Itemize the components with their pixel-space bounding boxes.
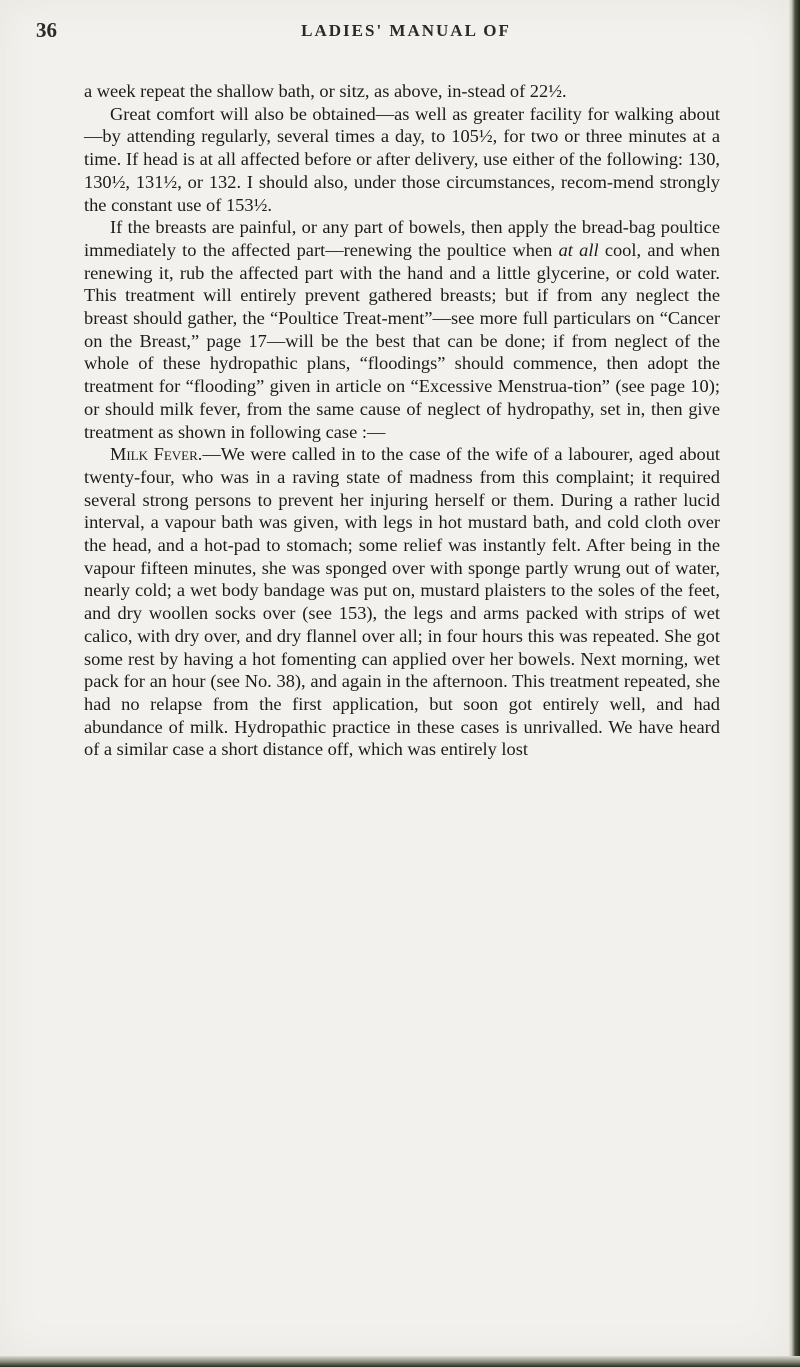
running-title: LADIES' MANUAL OF bbox=[301, 21, 511, 40]
page-header bbox=[36, 18, 776, 58]
paragraph-comfort bbox=[84, 103, 720, 217]
paragraph-text: cool, and when renewing it, rub the affected part with the hand and a little glycerine, or cold water. This treatment will entirely prevent gathered breasts; but if from any neglect the breast should gather, the “Poultice Treat-ment”—see more full particulars on “Cancer on the Breast,” page 17—will be the best that can be done; if from neglect of the whole of these hydropathic plans, “floodings” should commence, then adopt the treatment for “flooding” given in article on “Excessive Menstrua-tion” (see page 10); or should milk fever, from the same cause of neglect of hydropathy, set in, then give treatment as shown in following case :— bbox=[84, 239, 720, 442]
section-heading: Milk Fever. bbox=[110, 444, 203, 465]
page-bottom-edge bbox=[0, 1356, 800, 1367]
paragraph-text: Great comfort will also be obtained—as well as greater facility for walking about—by attending regularly, several times a day, to 105½, for two or three minutes at a time. If head is at all affected before or after delivery, use either of the following: 130, 130½, 131½, or 132. I should also, under those circumstances, recom-mend strongly the constant use of 153½. bbox=[84, 103, 720, 215]
page-number: 36 bbox=[36, 18, 57, 42]
paragraph-milk-fever bbox=[84, 443, 720, 761]
emphasis-text: at all bbox=[558, 239, 599, 260]
book-spine-shadow bbox=[788, 0, 800, 1367]
paragraph-text: If the breasts are painful, or any part of bowels, then apply the bread-bag poultice immediately to the affected part—renewing the poultice when bbox=[84, 217, 720, 260]
paragraph-text: a week repeat the shallow bath, or sitz, as above, in-stead of 22½. bbox=[84, 81, 567, 101]
paragraph-breasts bbox=[84, 216, 720, 443]
paragraph-text: —We were called in to the case of the wife of a labourer, aged about twenty-four, who was in a raving state of madness from this complaint; it required several strong persons to prevent her injuring herself or them. During a rather lucid interval, a vapour bath was given, with legs in hot mustard bath, and cold cloth over the head, and a hot-pad to stomach; some relief was instantly felt. After being in the vapour fifteen minutes, she was sponged over with sponge partly wrung out of water, nearly cold; a wet body bandage was put on, mustard plaisters to the soles of the feet, and dry woollen socks over (see 153), the legs and arms packed with strips of wet calico, with dry over, and dry flannel over all; in four hours this was repeated. She got some rest by having a hot fomenting can applied over her bowels. Next morning, wet pack for an hour (see No. 38), and again in the afternoon. This treatment repeated, she had no relapse from the first application, but soon got entirely well, and had abundance of milk. Hydropathic practice in these cases is unrivalled. We have heard of a similar case a short distance off, which was entirely lost bbox=[84, 444, 721, 760]
body-text bbox=[84, 80, 720, 761]
paragraph-continuation bbox=[84, 80, 720, 103]
